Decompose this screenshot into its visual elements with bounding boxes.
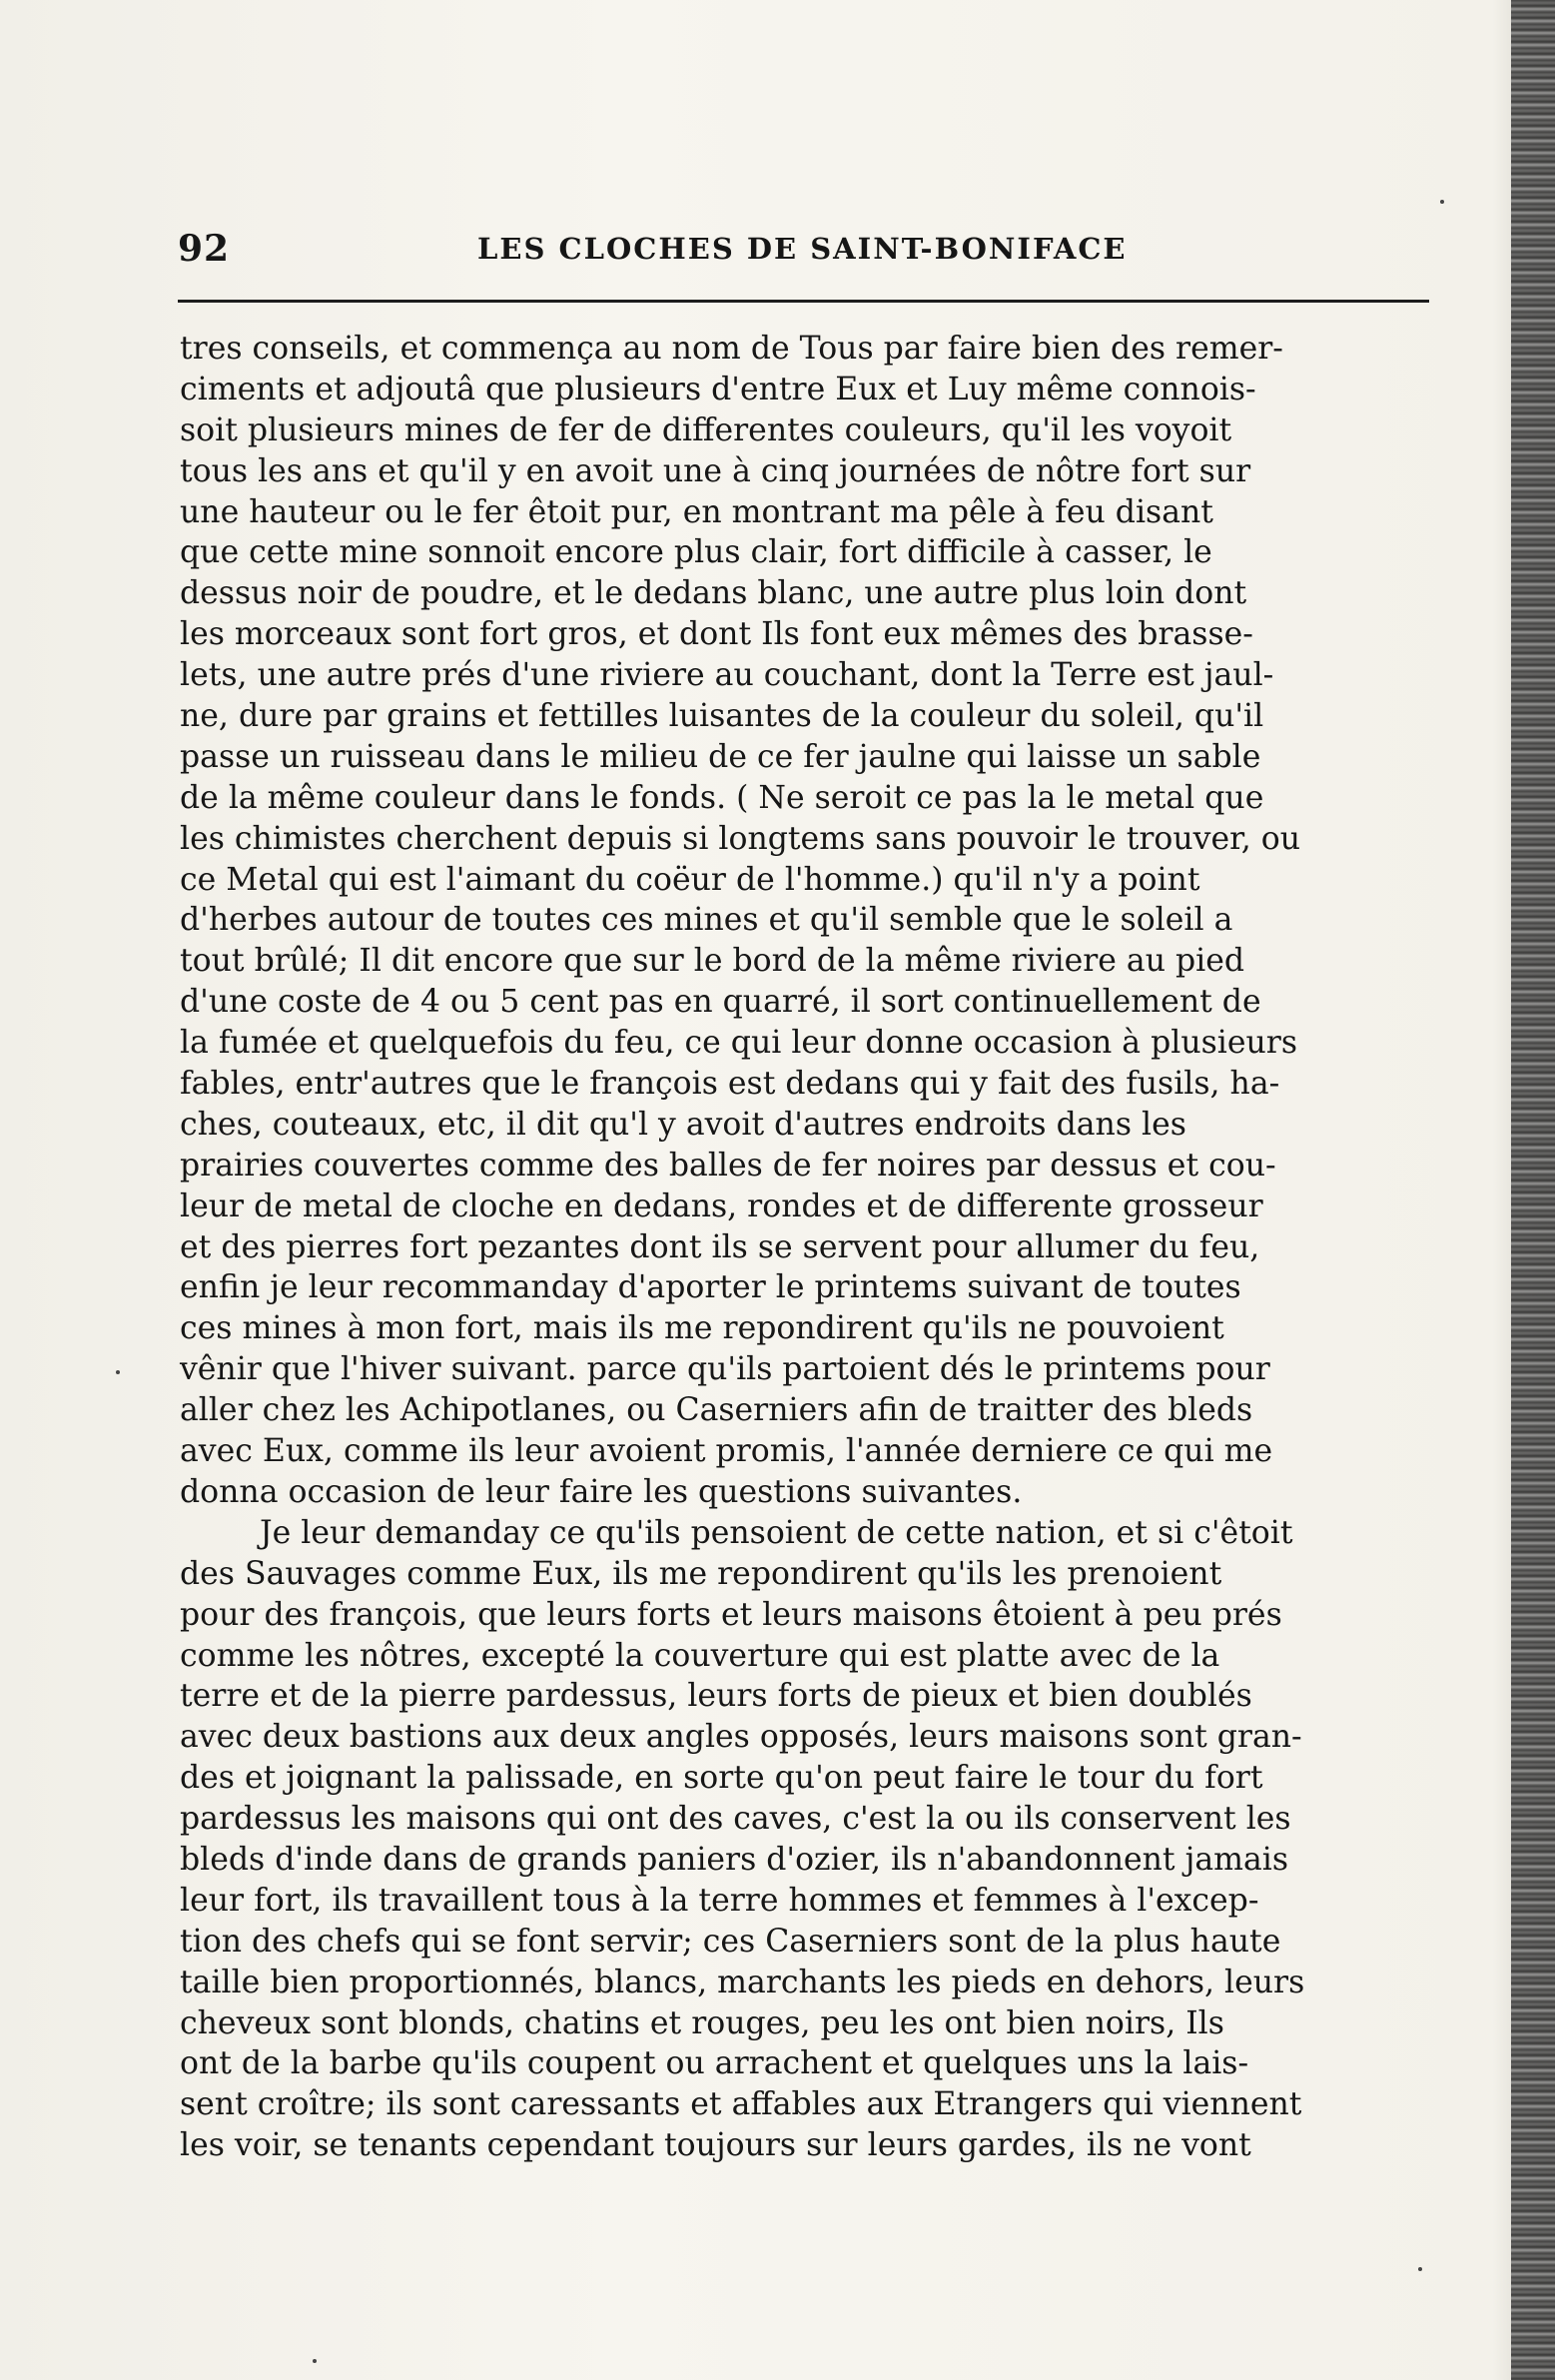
text-line: une hauteur ou le fer êtoit pur, en montrant ma pêle à feu disant [180,493,1213,530]
text-line: cheveux sont blonds, chatins et rouges, peu les ont bien noirs, Ils [180,2004,1224,2041]
text-line: ont de la barbe qu'ils coupent ou arrachent et quelques uns la lais- [180,2045,1249,2082]
text-line: ce Metal qui est l'aimant du coëur de l'homme.) qu'il n'y a point [180,861,1200,898]
text-line: d'herbes autour de toutes ces mines et qu'il semble que le soleil a [180,902,1233,939]
text-line: fables, entr'autres que le françois est dedans qui y fait des fusils, ha- [180,1066,1280,1103]
text-line: que cette mine sonnoit encore plus clair, fort difficile à casser, le [180,534,1212,571]
text-line: tous les ans et qu'il y en avoit une à cinq journées de nôtre fort sur [180,452,1251,489]
text-line: vênir que l'hiver suivant. parce qu'ils partoient dés le printems pour [180,1351,1270,1388]
text-line: Je leur demanday ce qu'ils pensoient de cette nation, et si c'êtoit [260,1514,1293,1551]
text-line: soit plusieurs mines de fer de differentes couleurs, qu'il les voyoit [180,411,1232,448]
speck [1440,200,1444,204]
speck [313,2359,317,2363]
speck [116,1370,120,1374]
speck [1418,2267,1422,2271]
text-line: les voir, se tenants cependant toujours sur leurs gardes, ils ne vont [180,2127,1251,2164]
paragraph [180,329,1458,1513]
text-line: lets, une autre prés d'une riviere au couchant, dont la Terre est jaul- [180,657,1274,694]
text-line: bleds d'inde dans de grands paniers d'ozier, ils n'abandonnent jamais [180,1841,1289,1878]
text-line: ches, couteaux, etc, il dit qu'l y avoit d'autres endroits dans les [180,1106,1186,1143]
text-line: tout brûlé; Il dit encore que sur le bord de la même riviere au pied [180,943,1245,980]
text-line: pour des françois, que leurs forts et leurs maisons êtoient à peu prés [180,1596,1282,1633]
text-line: leur fort, ils travaillent tous à la terre hommes et femmes à l'excep- [180,1882,1259,1919]
text-line: des et joignant la palissade, en sorte qu'on peut faire le tour du fort [180,1760,1263,1797]
body-text [180,329,1458,2166]
text-line: leur de metal de cloche en dedans, rondes et de differente grosseur [180,1188,1263,1224]
text-line: de la même couleur dans le fonds. ( Ne seroit ce pas la le metal que [180,779,1264,816]
text-line: aller chez les Achipotlanes, ou Caserniers afin de traitter des bleds [180,1392,1253,1429]
text-line: ces mines à mon fort, mais ils me repondirent qu'ils ne pouvoient [180,1310,1224,1347]
text-line: et des pierres fort pezantes dont ils se servent pour allumer du feu, [180,1228,1260,1265]
paragraph [180,1513,1458,2166]
header-rule [178,300,1429,303]
text-line: donna occasion de leur faire les questions suivantes. [180,1473,1023,1510]
text-line: ciments et adjoutâ que plusieurs d'entre Eux et Luy même connois- [180,371,1256,407]
scan-edge-shadow [1511,0,1555,2380]
text-line: taille bien proportionnés, blancs, marchants les pieds en dehors, leurs [180,1964,1305,2000]
text-line: prairies couvertes comme des balles de fer noires par dessus et cou- [180,1147,1276,1184]
text-line: passe un ruisseau dans le milieu de ce fer jaulne qui laisse un sable [180,738,1261,775]
text-line: enfin je leur recommanday d'aporter le printems suivant de toutes [180,1269,1241,1306]
text-line: d'une coste de 4 ou 5 cent pas en quarré, il sort continuellement de [180,984,1261,1021]
page-header [178,228,1429,274]
text-line: tres conseils, et commença au nom de Tous par faire bien des remer- [180,331,1283,367]
running-title: LES CLOCHES DE SAINT-BONIFACE [477,232,1128,266]
page-number: 92 [178,228,231,270]
text-line: des Sauvages comme Eux, ils me repondirent qu'ils les prenoient [180,1555,1222,1592]
text-line: sent croître; ils sont caressants et affables aux Etrangers qui viennent [180,2086,1302,2123]
text-line: terre et de la pierre pardessus, leurs forts de pieux et bien doublés [180,1678,1252,1715]
text-line: les chimistes cherchent depuis si longtems sans pouvoir le trouver, ou [180,820,1300,857]
text-line: tion des chefs qui se font servir; ces Caserniers sont de la plus haute [180,1923,1281,1960]
text-line: les morceaux sont fort gros, et dont Ils font eux mêmes des brasse- [180,616,1253,653]
text-line: comme les nôtres, excepté la couverture qui est platte avec de la [180,1637,1220,1674]
text-line: avec deux bastions aux deux angles opposés, leurs maisons sont gran- [180,1719,1302,1756]
text-line: la fumée et quelquefois du feu, ce qui leur donne occasion à plusieurs [180,1025,1298,1062]
text-line: pardessus les maisons qui ont des caves, c'est la ou ils conservent les [180,1801,1291,1838]
text-line: avec Eux, comme ils leur avoient promis, l'année derniere ce qui me [180,1433,1273,1470]
text-line: dessus noir de poudre, et le dedans blanc, une autre plus loin dont [180,575,1247,612]
text-line: ne, dure par grains et fettilles luisantes de la couleur du soleil, qu'il [180,698,1264,735]
